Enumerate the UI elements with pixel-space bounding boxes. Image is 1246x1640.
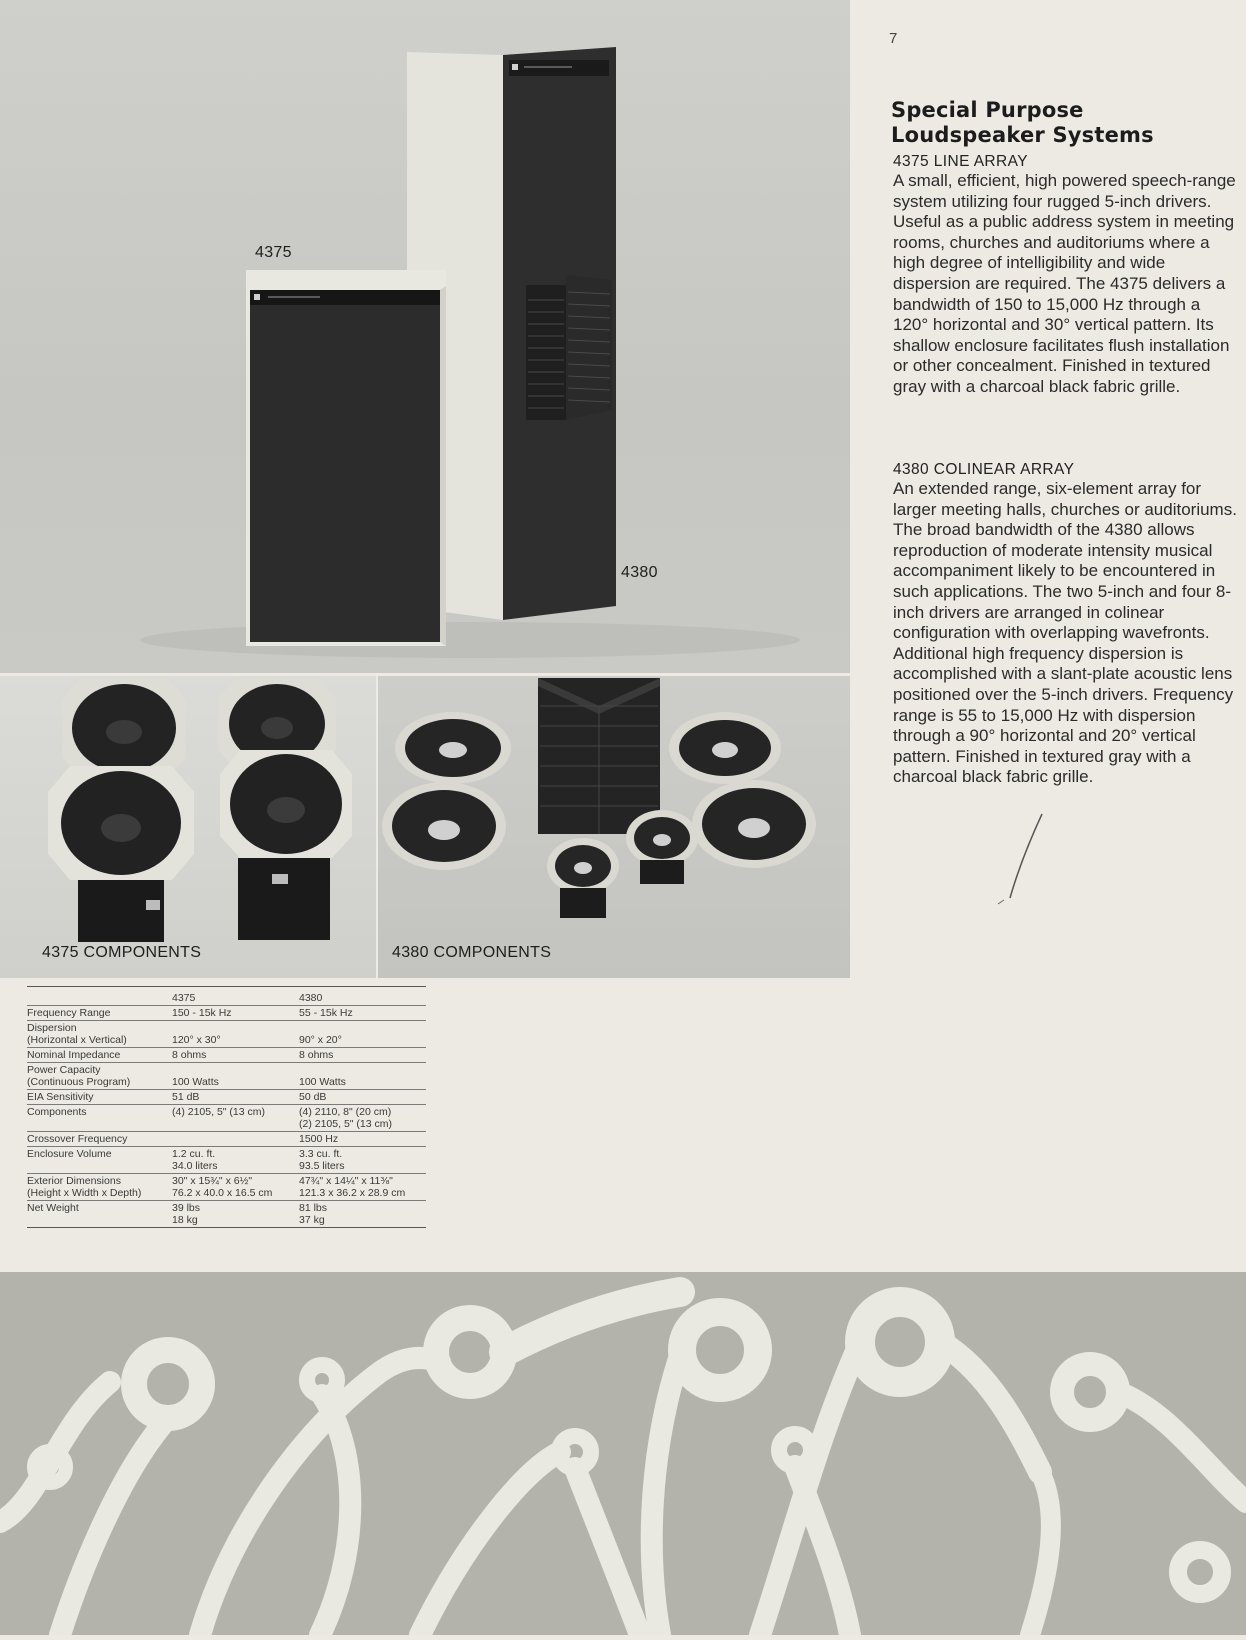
- table-row: [27, 1090, 426, 1105]
- caption-4375-components: 4375 COMPONENTS: [42, 944, 202, 961]
- section-4375-body: A small, efficient, high powered speech-range system utilizing four rugged 5-inch drivers. Useful as a public address system in meeting rooms, churches and auditoriums where a high degree of intelligibility and wide dispersion are required. The 4375 delivers a bandwidth of 150 to 15,000 Hz through a 120° horizontal and 30° vertical pattern. Its shallow enclosure facilitates flush installation or other concealment. Finished in textured gray with a charcoal black fabric grille.: [893, 171, 1236, 396]
- table-row: [27, 1063, 426, 1090]
- spec-value-4380: (4) 2110, 8" (20 cm) (2) 2105, 5" (13 cm): [299, 1105, 426, 1132]
- heading-line-1: Special Purpose: [891, 98, 1084, 122]
- spec-value-4380: 47¾" x 14¼" x 11⅜" 121.3 x 36.2 x 28.9 cm: [299, 1174, 426, 1201]
- spec-value-4375: 8 ohms: [172, 1048, 299, 1063]
- spec-label: Exterior Dimensions (Height x Width x Depth): [27, 1174, 172, 1201]
- page-number: 7: [889, 30, 898, 47]
- spec-value-4375: 39 lbs 18 kg: [172, 1201, 299, 1228]
- spec-value-4380: 81 lbs 37 kg: [299, 1201, 426, 1228]
- label-4375: 4375: [255, 244, 292, 261]
- spec-label: Components: [27, 1105, 172, 1132]
- spec-label: Dispersion (Horizontal x Vertical): [27, 1021, 172, 1048]
- spec-value-4380: 50 dB: [299, 1090, 426, 1105]
- spec-value-4375: [172, 1132, 299, 1147]
- spec-value-4375: 120° x 30°: [172, 1021, 299, 1048]
- table-header-4375: 4375: [172, 987, 299, 1006]
- spec-value-4375: 150 - 15k Hz: [172, 1006, 299, 1021]
- spec-label: Net Weight: [27, 1201, 172, 1228]
- driver: [48, 766, 194, 942]
- table-row: [27, 1048, 426, 1063]
- table-row: [27, 1147, 426, 1174]
- spec-value-4375: (4) 2105, 5" (13 cm): [172, 1105, 299, 1132]
- spec-label: Frequency Range: [27, 1006, 172, 1021]
- spec-value-4375: 100 Watts: [172, 1063, 299, 1090]
- section-heading: [891, 98, 1231, 148]
- spec-label: Crossover Frequency: [27, 1132, 172, 1147]
- table-header-row: [27, 987, 426, 1006]
- acoustic-lens: [526, 275, 612, 420]
- table-row: [27, 1006, 426, 1021]
- spec-label: Nominal Impedance: [27, 1048, 172, 1063]
- driver: [547, 838, 619, 918]
- cabinets-illustration: [0, 0, 850, 673]
- spec-value-4380: 3.3 cu. ft. 93.5 liters: [299, 1147, 426, 1174]
- spec-label: Power Capacity (Continuous Program): [27, 1063, 172, 1090]
- decorative-circuit-pattern: [0, 1272, 1246, 1635]
- product-photo-cabinets: [0, 0, 850, 673]
- acoustic-lens: [538, 678, 660, 834]
- section-4380-body: An extended range, six-element array for larger meeting halls, churches or auditoriums. The broad bandwidth of the 4380 allows reproduction of moderate intensity musical accompaniment likely to be encountered in such applications. The two 5-inch and four 8-inch drivers are arranged in colinear configuration with overlapping wavefronts. Additional high frequency dispersion is accomplished with a slant-plate acoustic lens positioned over the 5-inch drivers. Frequency range is 55 to 15,000 Hz with dispersion through a 90° horizontal and 20° vertical pattern. Finished in textured gray with a charcoal black fabric grille.: [893, 479, 1237, 787]
- section-4380-title: 4380 COLINEAR ARRAY: [893, 461, 1075, 478]
- spec-value-4380: 100 Watts: [299, 1063, 426, 1090]
- table-header-4380: 4380: [299, 987, 426, 1006]
- circuit-pattern-graphic: [0, 1272, 1246, 1635]
- label-4380: 4380: [621, 564, 658, 581]
- components-4380-illustration: [378, 676, 850, 978]
- driver: [220, 750, 352, 940]
- spec-value-4380: 8 ohms: [299, 1048, 426, 1063]
- table-row: [27, 1105, 426, 1132]
- table-header-label: [27, 987, 172, 1006]
- spec-value-4375: 30" x 15¾" x 6½" 76.2 x 40.0 x 16.5 cm: [172, 1174, 299, 1201]
- table-row: [27, 1132, 426, 1147]
- section-4380: [893, 461, 1238, 788]
- spec-label: Enclosure Volume: [27, 1147, 172, 1174]
- spec-label: EIA Sensitivity: [27, 1090, 172, 1105]
- spec-value-4375: 1.2 cu. ft. 34.0 liters: [172, 1147, 299, 1174]
- table-row: [27, 1201, 426, 1228]
- speaker-4375-cabinet: [246, 270, 446, 646]
- spec-value-4380: 90° x 20°: [299, 1021, 426, 1048]
- section-4375: [893, 153, 1238, 398]
- components-4375-illustration: [0, 676, 376, 978]
- spec-value-4375: 51 dB: [172, 1090, 299, 1105]
- heading-line-2: Loudspeaker Systems: [891, 123, 1154, 147]
- product-photo-4380-components: [378, 676, 850, 978]
- spec-value-4380: 55 - 15k Hz: [299, 1006, 426, 1021]
- product-photo-4375-components: [0, 676, 376, 978]
- pen-mark: [990, 810, 1050, 910]
- spec-value-4380: 1500 Hz: [299, 1132, 426, 1147]
- table-row: [27, 1021, 426, 1048]
- driver: [626, 810, 698, 884]
- table-row: [27, 1174, 426, 1201]
- specifications-table: [27, 986, 426, 1228]
- caption-4380-components: 4380 COMPONENTS: [392, 944, 552, 961]
- section-4375-title: 4375 LINE ARRAY: [893, 153, 1028, 170]
